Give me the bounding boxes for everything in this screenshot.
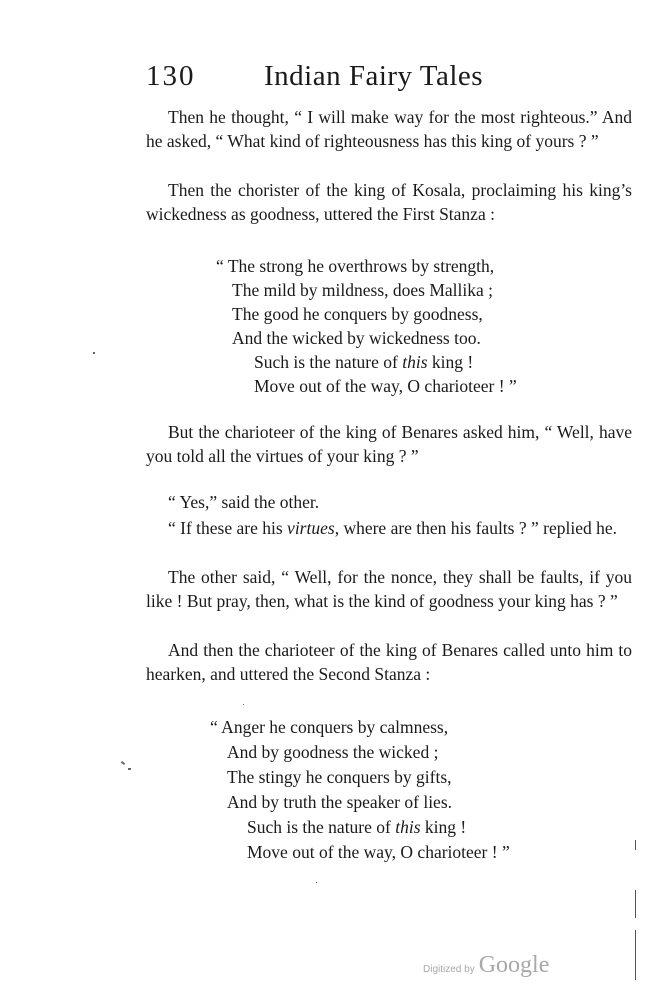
paragraph: But the charioteer of the king of Benares asked him, “ Well, have you told all the virtues of your king ? ” [146,422,632,466]
verse-line [254,351,473,375]
paragraph [146,517,632,541]
verse-line: And by truth the speaker of lies. [227,792,453,812]
running-title: Indian Fairy Tales [264,60,484,92]
paragraph-text: “ If these are his [168,518,288,538]
emphasis: this [402,352,428,372]
verse-line: Move out of the way, O charioteer ! ” [254,376,517,396]
verse-line: The mild by mildness, does Mallika ; [232,280,494,300]
emphasis: virtues [287,518,335,538]
page-number: 130 [146,60,196,92]
watermark-prefix: Digitized by [423,964,475,975]
page-header [146,60,516,100]
ink-speck [93,352,95,354]
scan-edge-mark [635,930,636,980]
verse-line: And by goodness the wicked ; [227,742,439,762]
verse-line: Move out of the way, O charioteer ! ” [247,842,510,862]
verse-line: The good he conquers by goodness, [232,304,483,324]
verse-text: Such is the nature of [247,817,396,837]
paragraph: And then the charioteer of the king of Benares called unto him to hearken, and uttered the Second Stanza : [146,640,632,684]
verse-text: king ! [420,817,467,837]
paragraph: “ Yes,” said the other. [168,492,320,512]
verse-text: Such is the nature of [254,352,403,372]
google-logo: Google [478,952,550,978]
verse-line: And the wicked by wickedness too. [232,328,481,348]
ink-speck [121,761,125,765]
verse-text: king ! [427,352,474,372]
verse-line [247,816,466,840]
paragraph-text: , where are then his faults ? ” replied he. [334,518,617,538]
ink-speck [128,768,131,770]
verse-line: The stingy he conquers by gifts, [227,767,452,787]
paragraph: The other said, “ Well, for the nonce, they shall be faults, if you like ! But pray, then, what is the kind of goodness your king has ? ” [146,567,632,611]
ink-speck [243,704,244,705]
scan-edge-mark [635,890,636,918]
scan-edge-mark [635,840,636,850]
digitized-watermark [423,952,549,979]
ink-speck [316,882,317,883]
paragraph: Then the chorister of the king of Kosala, proclaiming his king’s wickedness as goodness, uttered the First Stanza : [146,180,632,224]
verse-line: “ Anger he conquers by calmness, [210,717,449,737]
verse-line: “ The strong he overthrows by strength, [216,256,495,276]
emphasis: this [395,817,421,837]
paragraph: Then he thought, “ I will make way for the most righteous.” And he asked, “ What kind of righteousness has this king of yours ? ” [146,107,632,151]
